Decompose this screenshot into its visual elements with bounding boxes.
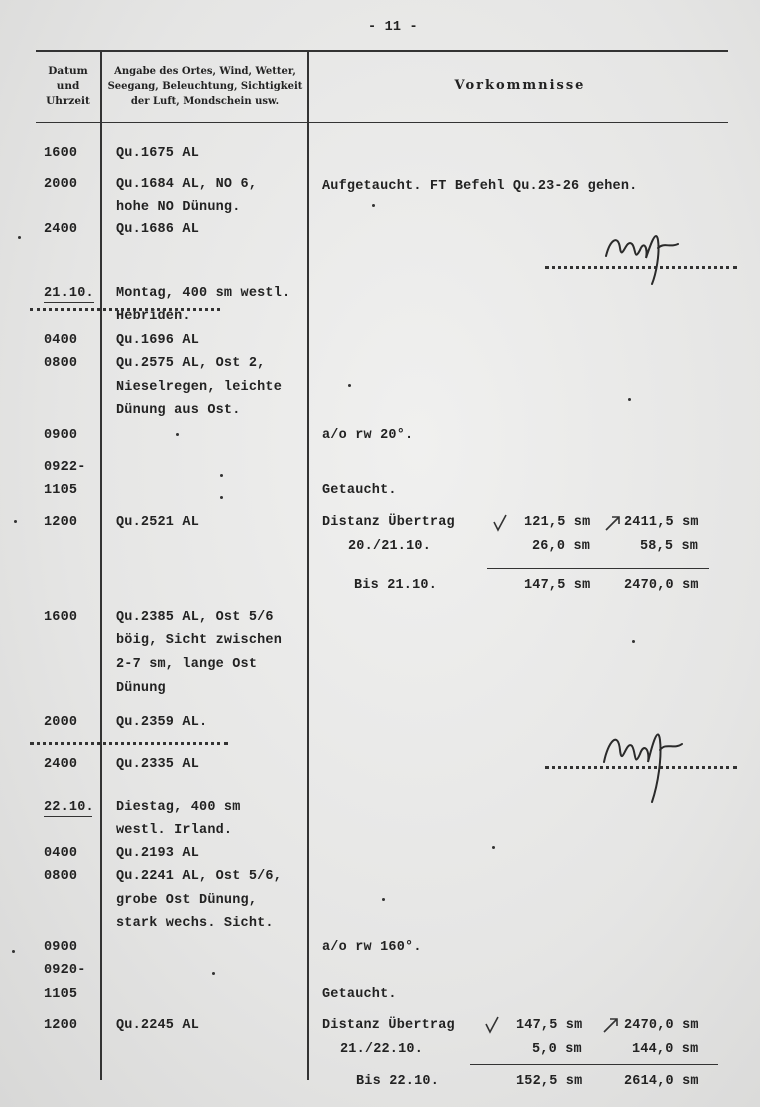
header-angabe-line: Seegang, Beleuchtung, Sichtigkeit — [107, 81, 303, 92]
location-entry: Hebriden. — [116, 309, 191, 324]
time-entry: 1600 — [44, 146, 78, 161]
location-entry: Qu.1675 AL — [116, 146, 200, 161]
paper-speck — [348, 384, 351, 387]
time-entry: 1105 — [44, 987, 78, 1002]
time-entry: 0800 — [44, 356, 78, 371]
header-datum-line: Datum — [48, 65, 88, 77]
event-entry: Getaucht. — [322, 987, 397, 1002]
paper-speck — [220, 496, 223, 499]
distance-label: Bis 22.10. — [356, 1074, 440, 1089]
check-mark-icon — [484, 1016, 500, 1034]
date-underline — [44, 302, 94, 303]
location-entry: Qu.2575 AL, Ost 2, — [116, 356, 266, 371]
location-entry: böig, Sicht zwischen — [116, 633, 283, 648]
paper-speck — [12, 950, 15, 953]
distance-label: Distanz Übertrag — [322, 515, 455, 530]
paper-speck — [632, 640, 635, 643]
time-entry: 0900 — [44, 428, 78, 443]
header-datum-line: und — [56, 80, 80, 92]
date-entry: 21.10. — [44, 286, 94, 301]
location-entry: grobe Ost Dünung, — [116, 893, 258, 908]
distance-value: 147,5 sm — [524, 578, 591, 593]
paper-speck — [14, 520, 17, 523]
location-entry: hohe NO Dünung. — [116, 200, 241, 215]
distance-label: Bis 21.10. — [354, 578, 438, 593]
column-divider-1 — [100, 50, 102, 1080]
location-entry: Dünung aus Ost. — [116, 403, 241, 418]
header-vorkommnisse: Vorkommnisse — [454, 78, 586, 93]
time-entry: 0400 — [44, 846, 78, 861]
time-entry: 0922- — [44, 460, 86, 475]
time-entry: 0900 — [44, 940, 78, 955]
paper-speck — [220, 474, 223, 477]
page-number: - 11 - — [368, 20, 418, 35]
paper-speck — [492, 846, 495, 849]
distance-total: 2614,0 sm — [624, 1074, 699, 1089]
sum-rule — [487, 568, 709, 569]
distance-label: Distanz Übertrag — [322, 1018, 455, 1033]
distance-value: 147,5 sm — [516, 1018, 583, 1033]
location-entry: Dünung — [116, 681, 166, 696]
header-angabe-line: der Luft, Mondschein usw. — [130, 96, 280, 107]
location-entry: Diestag, 400 sm — [116, 800, 241, 815]
header-datum — [38, 64, 98, 109]
time-entry: 0800 — [44, 869, 78, 884]
location-entry: Montag, 400 sm westl. — [116, 286, 291, 301]
location-entry: Qu.1696 AL — [116, 333, 200, 348]
time-entry: 1200 — [44, 515, 78, 530]
date-entry: 22.10. — [44, 800, 94, 815]
distance-date: 21./22.10. — [340, 1042, 424, 1057]
time-entry: 2400 — [44, 222, 78, 237]
time-entry: 2000 — [44, 715, 78, 730]
time-entry: 2400 — [44, 757, 78, 772]
distance-total: 58,5 sm — [640, 539, 699, 554]
location-entry: Qu.2335 AL — [116, 757, 200, 772]
location-entry: westl. Irland. — [116, 823, 233, 838]
distance-value: 5,0 sm — [532, 1042, 582, 1057]
arrow-mark-icon — [604, 514, 622, 532]
location-entry: 2-7 sm, lange Ost — [116, 657, 258, 672]
arrow-mark-icon — [602, 1016, 620, 1034]
location-entry: Nieselregen, leichte — [116, 380, 283, 395]
event-entry: Getaucht. — [322, 483, 397, 498]
day-separator — [30, 742, 228, 745]
time-entry: 1600 — [44, 610, 78, 625]
distance-total: 2470,0 sm — [624, 578, 699, 593]
time-entry: 2000 — [44, 177, 78, 192]
distance-value: 121,5 sm — [524, 515, 591, 530]
distance-date: 20./21.10. — [348, 539, 432, 554]
header-angabe — [103, 64, 307, 109]
paper-speck — [176, 433, 179, 436]
distance-total: 2411,5 sm — [624, 515, 699, 530]
signature-icon — [596, 716, 691, 806]
signature-icon — [598, 218, 688, 288]
header-datum-line: Uhrzeit — [46, 95, 90, 107]
location-entry: Qu.2193 AL — [116, 846, 200, 861]
paper-speck — [628, 398, 631, 401]
sum-rule — [470, 1064, 718, 1065]
paper-speck — [372, 204, 375, 207]
event-entry: a/o rw 160°. — [322, 940, 422, 955]
paper-speck — [212, 972, 215, 975]
distance-value: 152,5 sm — [516, 1074, 583, 1089]
column-divider-2 — [307, 50, 309, 1080]
distance-value: 26,0 sm — [532, 539, 591, 554]
paper-speck — [382, 898, 385, 901]
location-entry: Qu.1684 AL, NO 6, — [116, 177, 258, 192]
distance-total: 144,0 sm — [632, 1042, 699, 1057]
time-entry: 1200 — [44, 1018, 78, 1033]
check-mark-icon — [492, 514, 508, 532]
paper-speck — [18, 236, 21, 239]
header-top-rule — [36, 50, 728, 52]
event-entry: Aufgetaucht. FT Befehl Qu.23-26 gehen. — [322, 179, 638, 194]
location-entry: Qu.2241 AL, Ost 5/6, — [116, 869, 283, 884]
distance-total: 2470,0 sm — [624, 1018, 699, 1033]
location-entry: Qu.2359 AL. — [116, 715, 208, 730]
time-entry: 0920- — [44, 963, 86, 978]
header-bottom-rule — [36, 122, 728, 123]
date-underline — [44, 816, 92, 817]
location-entry: stark wechs. Sicht. — [116, 916, 274, 931]
location-entry: Qu.1686 AL — [116, 222, 200, 237]
time-entry: 0400 — [44, 333, 78, 348]
location-entry: Qu.2245 AL — [116, 1018, 200, 1033]
location-entry: Qu.2385 AL, Ost 5/6 — [116, 610, 274, 625]
header-angabe-line: Angabe des Ortes, Wind, Wetter, — [114, 66, 296, 77]
event-entry: a/o rw 20°. — [322, 428, 414, 443]
location-entry: Qu.2521 AL — [116, 515, 200, 530]
time-entry: 1105 — [44, 483, 78, 498]
day-separator — [30, 308, 220, 311]
